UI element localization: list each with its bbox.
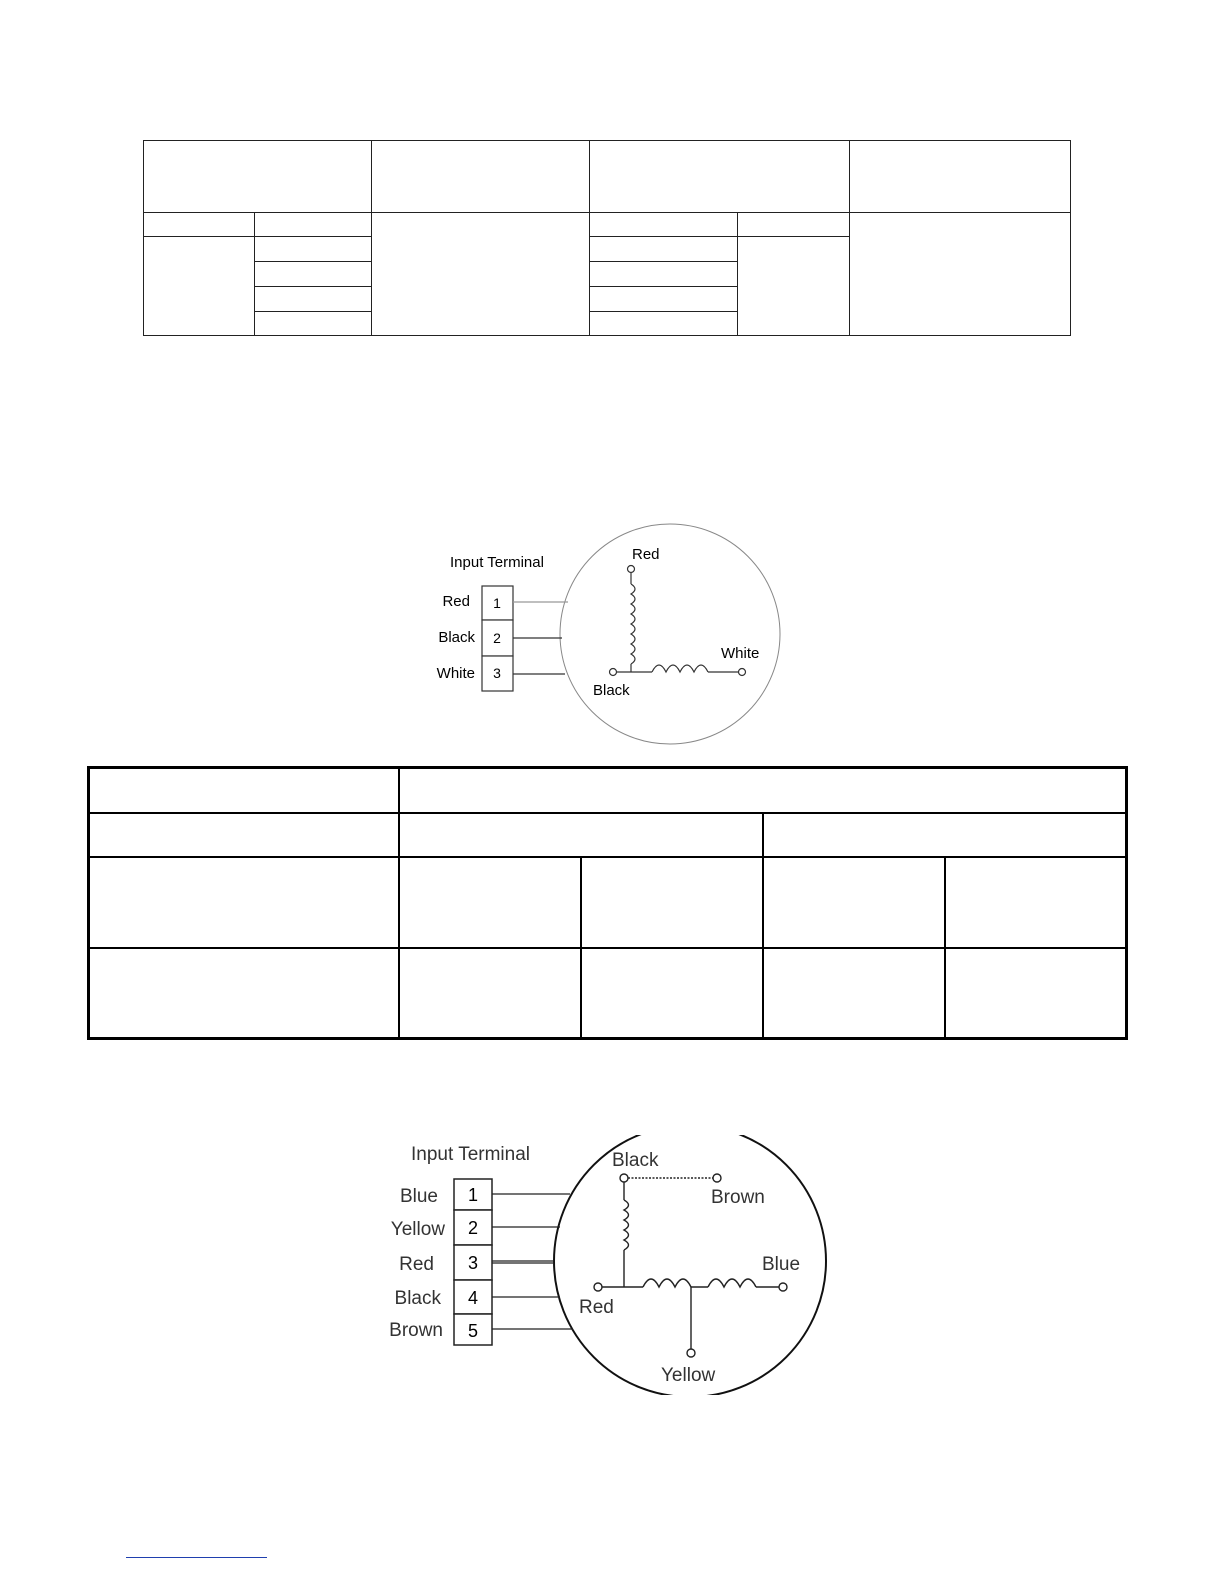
terminal-number: 1	[493, 595, 501, 611]
table-cell	[590, 312, 738, 336]
table-cell	[144, 237, 255, 336]
table-cell	[945, 948, 1127, 1039]
table-cell	[763, 813, 1127, 857]
table-cell	[590, 287, 738, 312]
terminal-leads	[492, 1194, 573, 1329]
winding-label: Red	[632, 546, 660, 563]
table-cell	[738, 237, 850, 336]
table-cell	[738, 213, 850, 237]
winding-label: Blue	[762, 1254, 801, 1275]
spec-table-1	[143, 140, 1071, 336]
terminal-number: 1	[467, 1185, 479, 1205]
table-cell	[89, 813, 399, 857]
table-cell	[89, 857, 399, 948]
table-cell	[372, 213, 590, 336]
wiring-diagram-3-wire	[420, 515, 800, 750]
terminal-wire-label: Blue	[399, 1186, 438, 1207]
terminal-leads	[513, 602, 568, 674]
table-cell	[399, 948, 581, 1039]
terminal-wire-label: Yellow	[390, 1219, 445, 1240]
terminal-number: 3	[467, 1253, 479, 1273]
footer-divider	[126, 1557, 267, 1558]
table-cell	[850, 213, 1071, 336]
table-cell	[89, 768, 399, 813]
motor-outline	[560, 524, 780, 744]
table-cell	[763, 948, 945, 1039]
input-terminal-title: Input Terminal	[450, 554, 544, 571]
table-cell	[581, 857, 763, 948]
table-cell	[399, 768, 1127, 813]
terminal-wire-label: Black	[438, 629, 475, 646]
table-cell	[945, 857, 1127, 948]
table-cell	[590, 237, 738, 262]
winding-label: Brown	[711, 1187, 765, 1208]
table-cell	[255, 287, 372, 312]
table-cell	[144, 213, 255, 237]
table-cell	[255, 312, 372, 336]
winding-label: Red	[579, 1297, 614, 1318]
winding-label: White	[721, 645, 760, 662]
terminal-wire-label: Red	[399, 1254, 434, 1275]
table-cell	[372, 141, 590, 213]
spec-table-2	[87, 766, 1128, 1040]
table-cell	[590, 141, 850, 213]
winding-label: Yellow	[661, 1365, 716, 1386]
table-cell	[255, 262, 372, 287]
terminal-wire-label: Red	[442, 593, 470, 610]
table-cell	[144, 141, 372, 213]
terminal-wire-label: Black	[394, 1288, 441, 1309]
terminal-wire-label: White	[436, 665, 475, 682]
winding-label: Black	[612, 1150, 659, 1171]
table-cell	[850, 141, 1071, 213]
table-cell	[399, 813, 763, 857]
wiring-diagram-5-wire	[375, 1135, 835, 1395]
table-cell	[255, 213, 372, 237]
table-cell	[255, 237, 372, 262]
table-cell	[399, 857, 581, 948]
winding-label: Black	[593, 682, 630, 699]
table-cell	[763, 857, 945, 948]
table-cell	[89, 948, 399, 1039]
input-terminal-title: Input Terminal	[411, 1144, 530, 1165]
table-cell	[590, 262, 738, 287]
table-cell	[581, 948, 763, 1039]
terminal-number: 5	[467, 1321, 479, 1341]
terminal-number: 2	[467, 1218, 479, 1238]
terminal-number: 4	[467, 1288, 479, 1308]
terminal-wire-label: Brown	[389, 1320, 443, 1341]
terminal-number: 2	[493, 630, 501, 646]
terminal-number: 3	[493, 665, 501, 681]
table-cell	[590, 213, 738, 237]
